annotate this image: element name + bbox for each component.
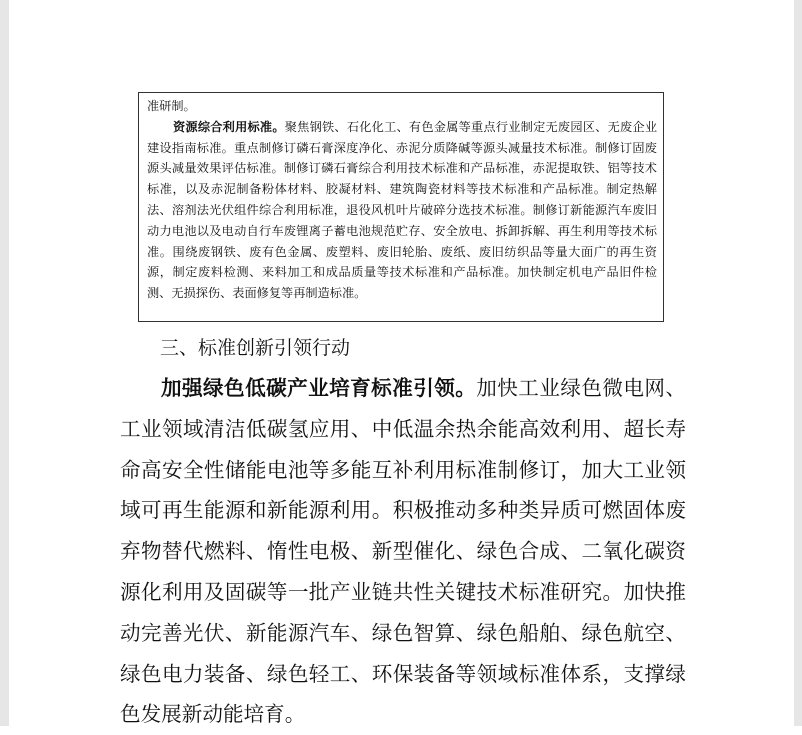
resource-utilization-title: 资源综合利用标准。 bbox=[173, 119, 285, 134]
resource-utilization-paragraph bbox=[147, 117, 657, 304]
page-edge-left bbox=[0, 0, 9, 726]
resource-standards-box bbox=[138, 92, 664, 322]
resource-utilization-body: 聚焦钢铁、石化化工、有色金属等重点行业制定无废园区、无废企业建设指南标准。重点制修订磷石膏深度净化、赤泥分质降碱等源头减量技术标准。制修订固废源头减量效果评估标准。制修订磷石膏综合利用技术标准和产品标准，赤泥提取铁、铝等技术标准，以及赤泥制备粉体材料、胶凝材料、建筑陶瓷材料等技术标准和产品标准。制定热解法、溶剂法光伏组件综合利用标准，退役风机叶片破碎分选技术标准。制修订新能源汽车废旧动力电池以及电动自行车废锂离子蓄电池规范贮存、安全放电、拆卸拆解、再生利用等技术标准。围绕废钢铁、废有色金属、废塑料、废旧轮胎、废纸、废旧纺织品等量大面广的再生资源，制定废料检测、来料加工和成品质量等技术标准和产品标准。加快制定机电产品旧件检测、无损探伤、表面修复等再制造标准。 bbox=[147, 119, 658, 301]
page-edge-right bbox=[794, 0, 802, 726]
green-low-carbon-body: 加快工业绿色微电网、工业领域清洁低碳氢应用、中低温余热余能高效利用、超长寿命高安全性储能电池等多能互补利用标准制修订，加大工业领域可再生能源和新能源利用。积极推动多种类异质可燃固体废弃物替代燃料、惰性电极、新型催化、绿色合成、二氧化碳资源化利用及固碳等一批产业链共性关键技术标准研究。加快推动完善光伏、新能源汽车、绿色智算、绿色船舶、绿色航空、绿色电力装备、绿色轻工、环保装备等领域标准体系，支撑绿色发展新动能培育。 bbox=[120, 376, 687, 727]
green-low-carbon-title: 加强绿色低碳产业培育标准引领。 bbox=[161, 376, 477, 400]
green-low-carbon-paragraph bbox=[120, 368, 686, 735]
box-previous-line: 准研制。 bbox=[147, 99, 196, 113]
section-heading: 三、标准创新引领行动 bbox=[160, 337, 351, 359]
